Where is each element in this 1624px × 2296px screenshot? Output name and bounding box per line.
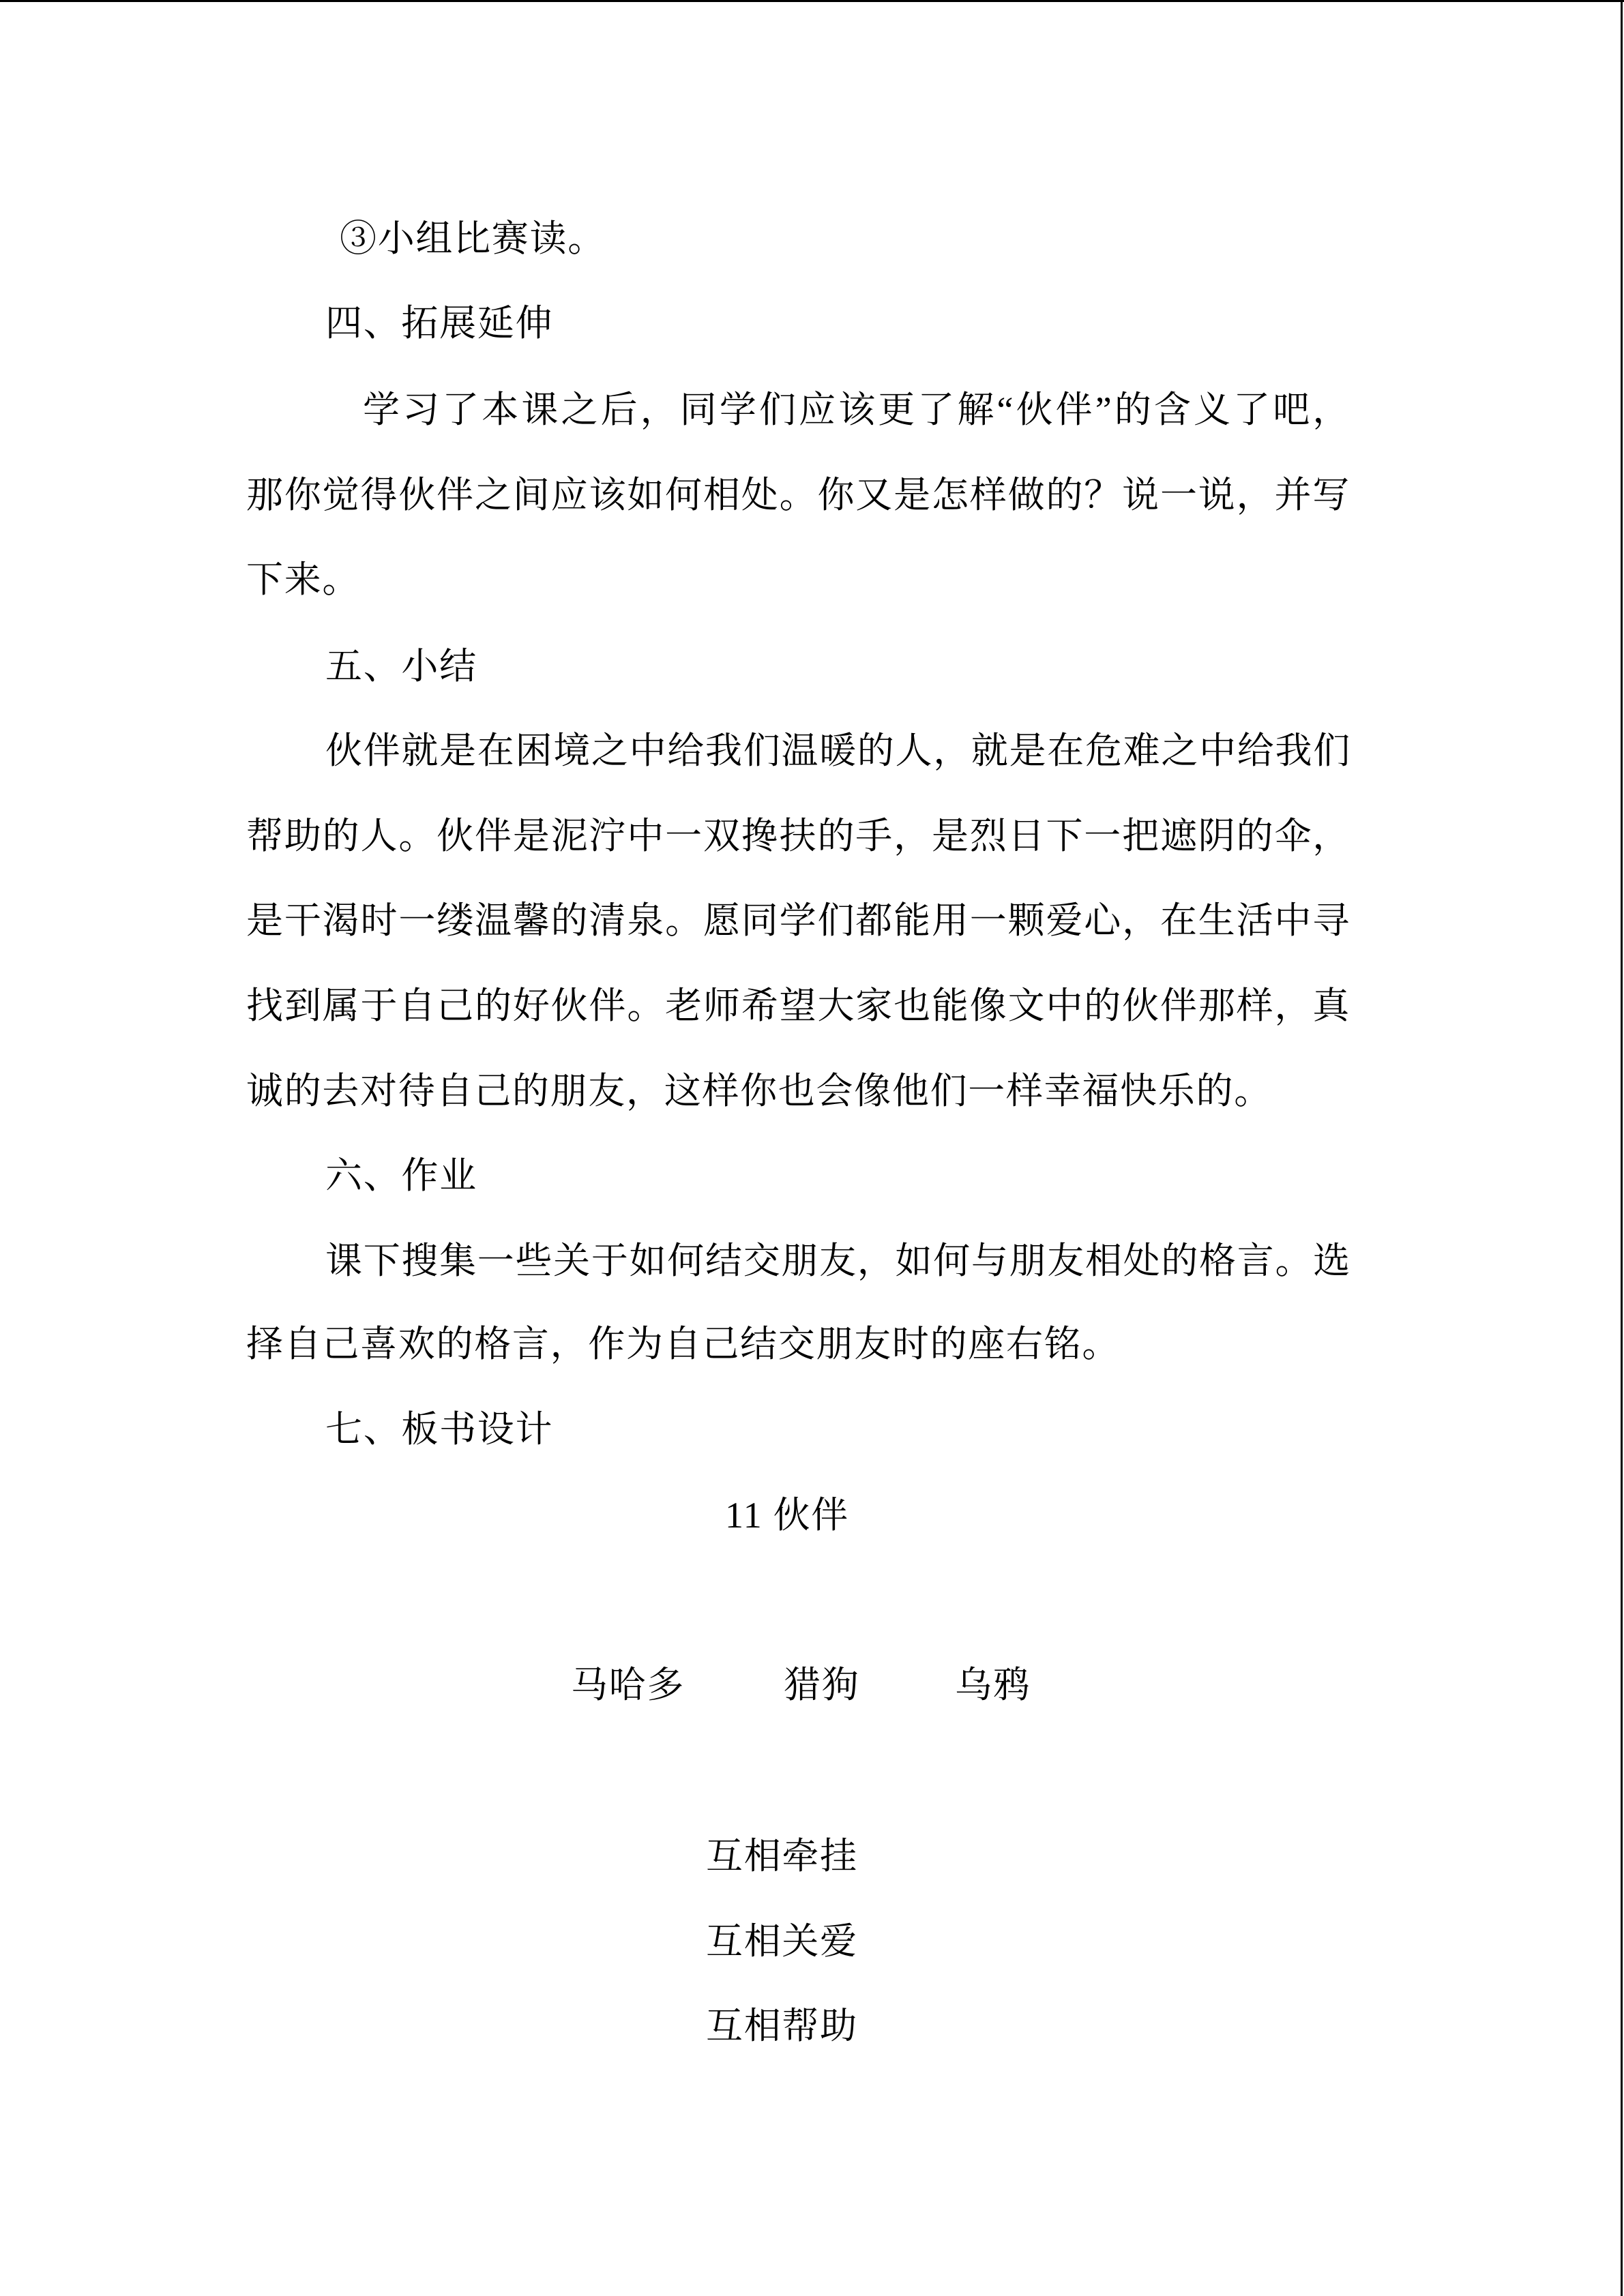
paragraph-line: 帮助的人。伙伴是泥泞中一双搀扶的手，是烈日下一把遮阴的伞， (246, 816, 1350, 856)
section-heading-extension: 四、拓展延伸 (325, 303, 554, 344)
paragraph-line: 课下搜集一些关于如何结交朋友，如何与朋友相处的格言。选 (325, 1240, 1351, 1281)
board-character: 马哈多 (571, 1665, 685, 1705)
step-item: ③小组比赛读。 (340, 218, 606, 259)
board-character: 乌鸦 (955, 1665, 1031, 1705)
board-phrase: 互相帮助 (706, 2006, 858, 2046)
section-heading-homework: 六、作业 (325, 1155, 477, 1196)
paragraph-line: 那你觉得伙伴之间应该如何相处。你又是怎样做的？说一说，并写 (246, 475, 1350, 516)
board-title: 11 伙伴 (725, 1495, 849, 1536)
paragraph-line: 找到属于自己的好伙伴。老师希望大家也能像文中的伙伴那样，真 (246, 985, 1350, 1026)
board-phrase: 互相关爱 (706, 1921, 858, 1962)
paragraph-line: 下来。 (246, 559, 361, 600)
board-character: 猎狗 (784, 1665, 860, 1705)
paragraph-line: 择自己喜欢的格言，作为自己结交朋友时的座右铭。 (246, 1324, 1121, 1365)
paragraph-line: 是干渴时一缕温馨的清泉。愿同学们都能用一颗爱心，在生活中寻 (246, 900, 1350, 941)
page-border-top (0, 0, 1624, 2)
paragraph-line: 诚的去对待自己的朋友，这样你也会像他们一样幸福快乐的。 (246, 1071, 1272, 1112)
board-phrase: 互相牵挂 (706, 1836, 858, 1877)
page-border-right (1621, 0, 1623, 2296)
paragraph-line: 伙伴就是在困境之中给我们温暖的人，就是在危难之中给我们 (325, 730, 1351, 771)
section-heading-summary: 五、小结 (325, 646, 477, 687)
section-heading-board-design: 七、板书设计 (325, 1409, 554, 1450)
paragraph-line: 学习了本课之后，同学们应该更了解“伙伴”的含义了吧， (363, 389, 1350, 430)
